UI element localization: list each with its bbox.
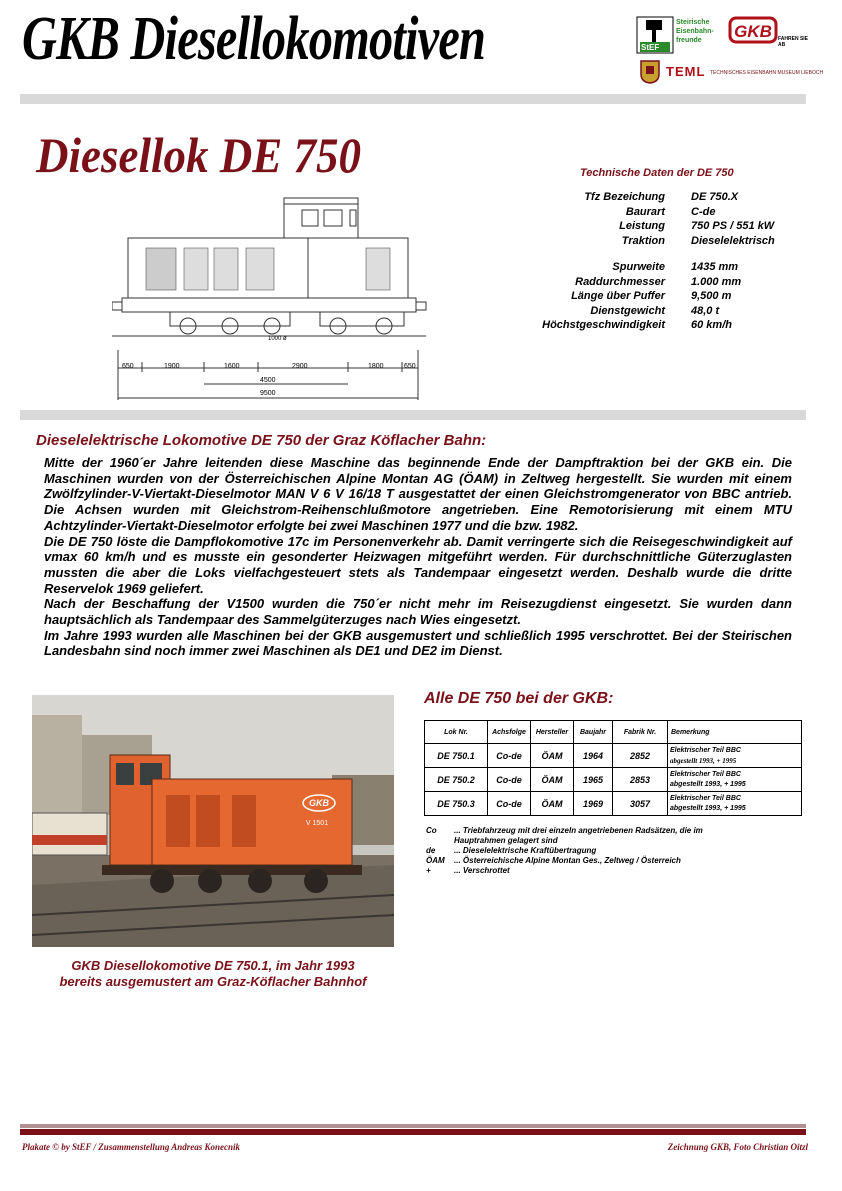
legend-item: ÖAM ... Österreichische Alpine Montan Ges., Zeltweg / Österreich xyxy=(426,856,681,865)
page-title: GKB Diesellokomotiven xyxy=(22,5,486,73)
coat-of-arms-icon xyxy=(640,60,660,84)
technical-drawing xyxy=(112,190,442,405)
teml-abbr: TEML xyxy=(666,64,706,79)
body-paragraph: Nach der Beschaffung der V1500 wurden die 750´er nicht mehr im Reisezugdienst eingesetzt. Sie wurden dann hauptsächlich als Tandempaar des Sammelgüterzuges nach Wies eingesetzt. xyxy=(44,596,792,628)
dim-3: 1600 xyxy=(224,363,240,370)
fleet-header-row: Lok Nr. Achsfolge Hersteller Baujahr Fabrik Nr. Bemerkung xyxy=(425,721,802,744)
tech-row: Leistung 750 PS / 551 kW xyxy=(619,220,775,232)
tech-row: Spurweite 1435 mm xyxy=(612,261,739,273)
photo-badge: GKB xyxy=(309,798,329,808)
tech-data-table xyxy=(500,190,775,333)
body-heading: Dieselelektrische Lokomotive DE 750 der Graz Köflacher Bahn: xyxy=(36,432,487,449)
dim-total: 9500 xyxy=(260,390,276,397)
gkb-logo xyxy=(728,16,808,58)
tech-row: Tfz Bezeichung DE 750.X xyxy=(584,191,739,203)
stef-abbr: StEF xyxy=(641,43,660,52)
svg-text:GKB: GKB xyxy=(734,22,772,41)
section-divider xyxy=(20,410,806,420)
tech-data-title: Technische Daten der DE 750 xyxy=(580,167,734,179)
teml-logo xyxy=(666,64,824,88)
header-divider xyxy=(20,94,806,104)
stef-logo xyxy=(636,16,724,58)
section-title: Diesellok DE 750 xyxy=(36,127,361,183)
caption-line: bereits ausgemustert am Graz-Köflacher Bahnhof xyxy=(59,974,367,989)
fleet-table xyxy=(424,720,802,816)
stef-name: Steirische Eisenbahn- freunde xyxy=(676,19,714,44)
tech-row: Traktion Dieselelektrisch xyxy=(621,234,775,247)
footer-divider xyxy=(20,1124,806,1128)
caption-line: GKB Diesellokomotive DE 750.1, im Jahr 1993 xyxy=(71,958,355,973)
dim-2: 1900 xyxy=(164,363,180,370)
dim-6: 650 xyxy=(404,363,416,370)
legend-item: Co ... Triebfahrzeug mit drei einzeln angetriebenen Radsätzen, die im Hauptrahmen gelagert sind xyxy=(426,826,703,845)
locomotive-drawing xyxy=(112,190,442,405)
fleet-heading: Alle DE 750 bei der GKB: xyxy=(424,690,614,707)
tech-row: Höchstgeschwindigkeit 60 km/h xyxy=(542,319,732,331)
footer-photo-credits: Zeichnung GKB, Foto Christian Oitzl xyxy=(667,1142,808,1152)
dim-4: 2900 xyxy=(292,363,308,370)
dim-wheel: 1000 ø xyxy=(268,336,287,342)
table-row: DE 750.1 Co-de ÖAM 1964 2852 Elektrischer Teil BBC abgestellt 1993, + 1995 xyxy=(425,744,802,768)
footer-divider-accent xyxy=(20,1129,806,1135)
body-paragraph: Im Jahre 1993 wurden alle Maschinen bei der GKB ausgemustert und schließlich 1995 verschrottet. Bei der Steirischen Landesbahn sind noch immer zwei Maschinen als DE1 und DE2 im Dienst. xyxy=(44,627,792,659)
legend-item: + ... Verschrottet xyxy=(426,866,510,875)
body-text xyxy=(44,455,792,659)
fleet-legend xyxy=(426,826,744,876)
tech-row: Länge über Puffer 9,500 m xyxy=(571,290,732,302)
gkb-slogan: FAHREN SIE AB xyxy=(778,36,809,48)
table-row: DE 750.2 Co-de ÖAM 1965 2853 Elektrischer Teil BBC abgestellt 1993, + 1995 xyxy=(425,768,802,792)
dim-1: 650 xyxy=(122,363,134,370)
body-paragraph: Die DE 750 löste die Dampflokomotive 17c im Personenverkehr ab. Damit verringerte sich die Reisegeschwindigkeit auf vmax 60 km/h und es musste ein gesonderter Heizwagen mitgeführt werden. Für durchschnittliche Güterzuglasten mussten die aber die Loks vielfachgesteuert stets als Tandempaar eingesetzt werden. Deshalb wurde die dritte Reservelok 1969 geliefert. xyxy=(44,533,792,596)
dim-5: 1800 xyxy=(368,363,384,370)
locomotive-photo xyxy=(32,695,394,947)
body-paragraph: Mitte der 1960´er Jahre leitenden diese Maschine das beginnende Ende der Dampftraktion bei der GKB ein. Die Maschinen wurden von der Österreichischen Alpine Montan AG (ÖAM) in Zeltweg hergestellt. Sie wurden mit einem Zwölfzylinder-V-Viertakt-Dieselmotor MAN V 6 V 16/18 T ausgestattet der einen Gleichstromgenerator von BBC antrieb. Die Achsen wurden mit Gleichstrom-Reihenschlußmotore angetrieben. Eine Remotorisierung mit einem MTU Achtzylinder-Viertakt-Dieselmotor erfolgte bei zwei Maschinen 1977 und die bzw. 1982. xyxy=(44,455,792,533)
tech-row: Raddurchmesser 1.000 mm xyxy=(575,275,742,288)
dim-mid: 4500 xyxy=(260,377,276,384)
teml-name: TECHNISCHES EISENBAHN MUSEUM LIEBOCH xyxy=(710,70,824,76)
tech-row: Dienstgewicht 48,0 t xyxy=(590,304,720,317)
table-row: DE 750.3 Co-de ÖAM 1969 3057 Elektrischer Teil BBC abgestellt 1993, + 1995 xyxy=(425,792,802,816)
photo-caption xyxy=(32,958,394,990)
legend-item: de ... Dieselelektrische Kraftübertragung xyxy=(426,846,597,855)
tech-row: Baurart C-de xyxy=(625,205,716,218)
footer-credits: Plakate © by StEF / Zusammenstellung Andreas Konecnik xyxy=(22,1142,241,1152)
photo-loco-number: V 1501 xyxy=(305,820,329,827)
